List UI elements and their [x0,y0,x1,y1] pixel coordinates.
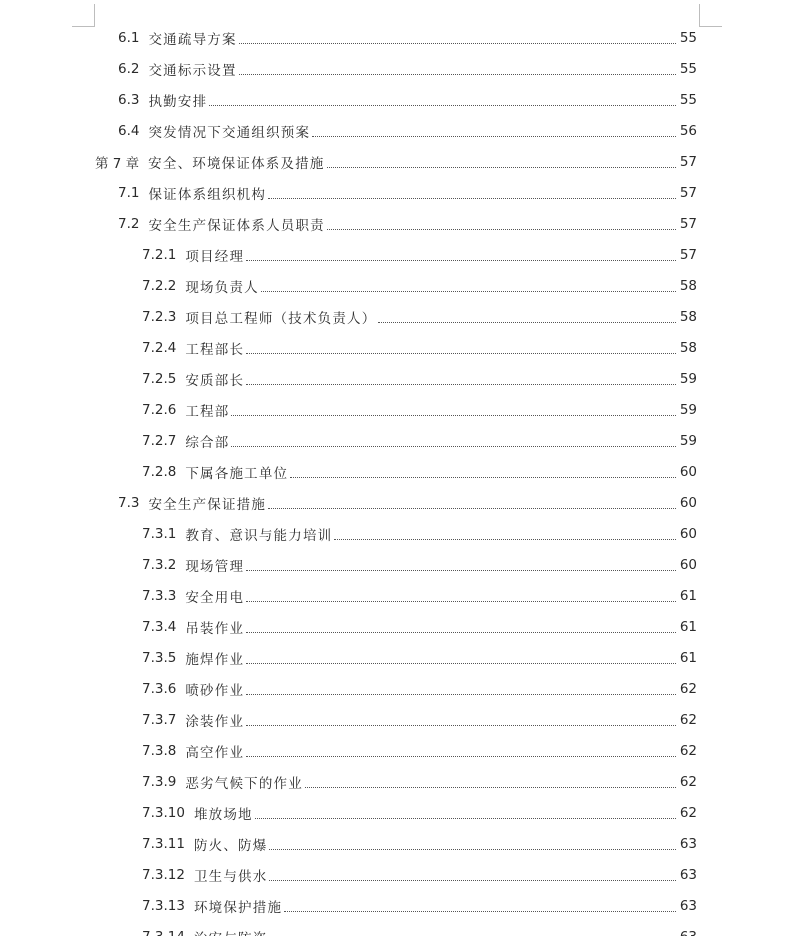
toc-entry[interactable] [142,611,697,642]
toc-entry-title: 施焊作业 [185,651,245,668]
toc-entry[interactable] [142,859,697,890]
toc-page-number: 63 [679,835,697,852]
toc-entry-title: 吊装作业 [185,620,245,637]
toc-page-number: 61 [679,649,697,666]
margin-corner-mark-right [699,4,722,27]
toc-page-number: 60 [679,463,697,480]
toc-dot-leader [246,725,676,726]
toc-page-number: 59 [679,370,697,387]
toc-page-number: 60 [679,494,697,511]
toc-dot-leader [334,539,676,540]
toc-entry-title: 现场管理 [185,558,245,575]
toc-entry-number: 6.2 [118,60,140,77]
toc-entry-title: 环境保护措施 [193,899,283,916]
toc-entry[interactable] [142,642,697,673]
toc-entry-number: 7.3.5 [142,649,177,666]
toc-entry-number: 7.1 [118,184,140,201]
toc-entry[interactable] [118,208,697,239]
toc-entry-title: 卫生与供水 [193,868,268,885]
toc-entry[interactable] [118,22,697,53]
toc-entry[interactable] [142,673,697,704]
toc-entry[interactable] [142,518,697,549]
toc-entry-number: 7.2.3 [142,308,177,325]
toc-entry-number: 7.2.2 [142,277,177,294]
toc-entry-number: 7.2.7 [142,432,177,449]
toc-entry-title: 突发情况下交通组织预案 [148,124,311,141]
toc-dot-leader [290,477,676,478]
toc-dot-leader [268,508,676,509]
toc-page-number: 57 [679,215,697,232]
toc-page-number: 58 [679,339,697,356]
toc-entry-number: 7.2.6 [142,401,177,418]
toc-page-number: 62 [679,773,697,790]
toc-entry-title: 项目经理 [185,248,245,265]
toc-dot-leader [269,880,676,881]
toc-entry-title: 教育、意识与能力培训 [185,527,333,544]
toc-entry[interactable] [142,332,697,363]
toc-entry[interactable] [142,270,697,301]
toc-entry-number: 7.3.1 [142,525,177,542]
toc-page-number: 59 [679,401,697,418]
toc-dot-leader [246,756,676,757]
toc-page-number: 63 [679,866,697,883]
margin-corner-mark-left [72,4,95,27]
toc-dot-leader [209,105,676,106]
toc-dot-leader [246,353,676,354]
toc-entry-title: 喷砂作业 [185,682,245,699]
toc-entry[interactable] [118,115,697,146]
toc-dot-leader [327,229,676,230]
toc-entry[interactable] [142,549,697,580]
toc-page-number: 63 [679,897,697,914]
toc-entry-number: 7.2 [118,215,140,232]
toc-entry-number: 7.3.4 [142,618,177,635]
toc-entry[interactable] [142,301,697,332]
toc-page-number: 62 [679,680,697,697]
toc-entry[interactable] [142,239,697,270]
toc-entry[interactable] [118,53,697,84]
toc-entry-number: 7.2.5 [142,370,177,387]
toc-entry-title: 防火、防爆 [193,837,268,854]
toc-entry-number: 6.3 [118,91,140,108]
toc-page-number: 57 [679,246,697,263]
toc-page-number: 61 [679,587,697,604]
toc-entry[interactable] [142,797,697,828]
toc-dot-leader [378,322,676,323]
toc-entry[interactable] [142,890,697,921]
toc-dot-leader [246,601,676,602]
toc-page-number: 55 [679,91,697,108]
toc-entry[interactable] [118,487,697,518]
toc-entry-title: 涂装作业 [185,713,245,730]
toc-entry-number: 7.2.8 [142,463,177,480]
toc-dot-leader [284,911,676,912]
toc-entry-title: 工程部 [185,403,230,420]
toc-dot-leader [255,818,676,819]
toc-dot-leader [239,74,676,75]
toc-entry-title: 交通疏导方案 [148,31,237,48]
toc-page-number: 55 [679,29,697,46]
toc-entry-title: 安全用电 [185,589,245,606]
toc-entry-title: 堆放场地 [193,806,253,823]
toc-entry[interactable] [118,177,697,208]
toc-page-number: 62 [679,742,697,759]
toc-entry-title: 执勤安排 [148,93,208,110]
toc-dot-leader [327,167,676,168]
toc-entry-title: 工程部长 [185,341,245,358]
toc-dot-leader [246,260,676,261]
toc-entry-number: 7.3.11 [142,835,185,852]
toc-entry-title: 安质部长 [185,372,245,389]
toc-page-number: 55 [679,60,697,77]
toc-entry-number: 7.2.4 [142,339,177,356]
toc-dot-leader [231,415,676,416]
toc-entry-number: 7.3.9 [142,773,177,790]
toc-entry[interactable] [118,84,697,115]
toc-dot-leader [305,787,676,788]
toc-dot-leader [246,384,676,385]
toc-entry[interactable] [142,425,697,456]
toc-dot-leader [246,663,676,664]
toc-entry-title: 安全生产保证体系人员职责 [148,217,325,234]
toc-page-number: 56 [679,122,697,139]
page-cutoff [0,936,792,944]
toc-entry-number: 6.1 [118,29,140,46]
toc-entry-number: 第 7 章 [95,155,140,172]
toc-page-number: 58 [679,308,697,325]
toc-dot-leader [239,43,676,44]
toc-page-number: 58 [679,277,697,294]
toc-dot-leader [269,849,676,850]
toc-entry-title: 安全、环境保证体系及措施 [148,155,325,172]
toc-page-number: 61 [679,618,697,635]
toc-entry-title: 综合部 [185,434,230,451]
toc-entry-title: 安全生产保证措施 [148,496,267,513]
toc-entry-number: 7.2.1 [142,246,177,263]
toc-entry-number: 7.3 [118,494,140,511]
toc-entry[interactable] [142,394,697,425]
toc-entry[interactable] [142,735,697,766]
toc-entry-title: 恶劣气候下的作业 [185,775,303,792]
toc-entry-title: 项目总工程师（技术负责人） [185,310,377,327]
toc-entry-number: 7.3.13 [142,897,185,914]
toc-dot-leader [246,570,676,571]
toc-page-number: 57 [679,184,697,201]
toc-entry-title: 下属各施工单位 [185,465,289,482]
toc-entry[interactable] [142,828,697,859]
toc-entry-title: 高空作业 [185,744,245,761]
toc-entry[interactable] [142,363,697,394]
toc-entry-number: 7.3.2 [142,556,177,573]
toc-dot-leader [246,694,676,695]
toc-dot-leader [268,198,676,199]
toc-page-number: 62 [679,711,697,728]
toc-page-number: 62 [679,804,697,821]
toc-entry-number: 7.3.8 [142,742,177,759]
toc-entry[interactable] [142,704,697,735]
toc-dot-leader [246,632,676,633]
toc-entry-title: 保证体系组织机构 [148,186,267,203]
toc-dot-leader [231,446,676,447]
toc-entry[interactable] [142,766,697,797]
toc-entry[interactable] [142,580,697,611]
toc-page-number: 60 [679,525,697,542]
toc-entry-number: 7.3.10 [142,804,185,821]
toc-entry-title: 交通标示设置 [148,62,237,79]
toc-entry-number: 7.3.7 [142,711,177,728]
toc-entry-number: 7.3.6 [142,680,177,697]
toc-page-number: 60 [679,556,697,573]
toc-entry-title: 现场负责人 [185,279,259,296]
toc-entry-number: 7.3.12 [142,866,185,883]
toc-entry-number: 7.3.3 [142,587,177,604]
toc-entry[interactable] [95,146,697,177]
toc-dot-leader [261,291,676,292]
toc-entry[interactable] [142,456,697,487]
toc-entry-number: 6.4 [118,122,140,139]
toc-dot-leader [312,136,676,137]
toc-page-number: 59 [679,432,697,449]
toc-page-number: 57 [679,153,697,170]
